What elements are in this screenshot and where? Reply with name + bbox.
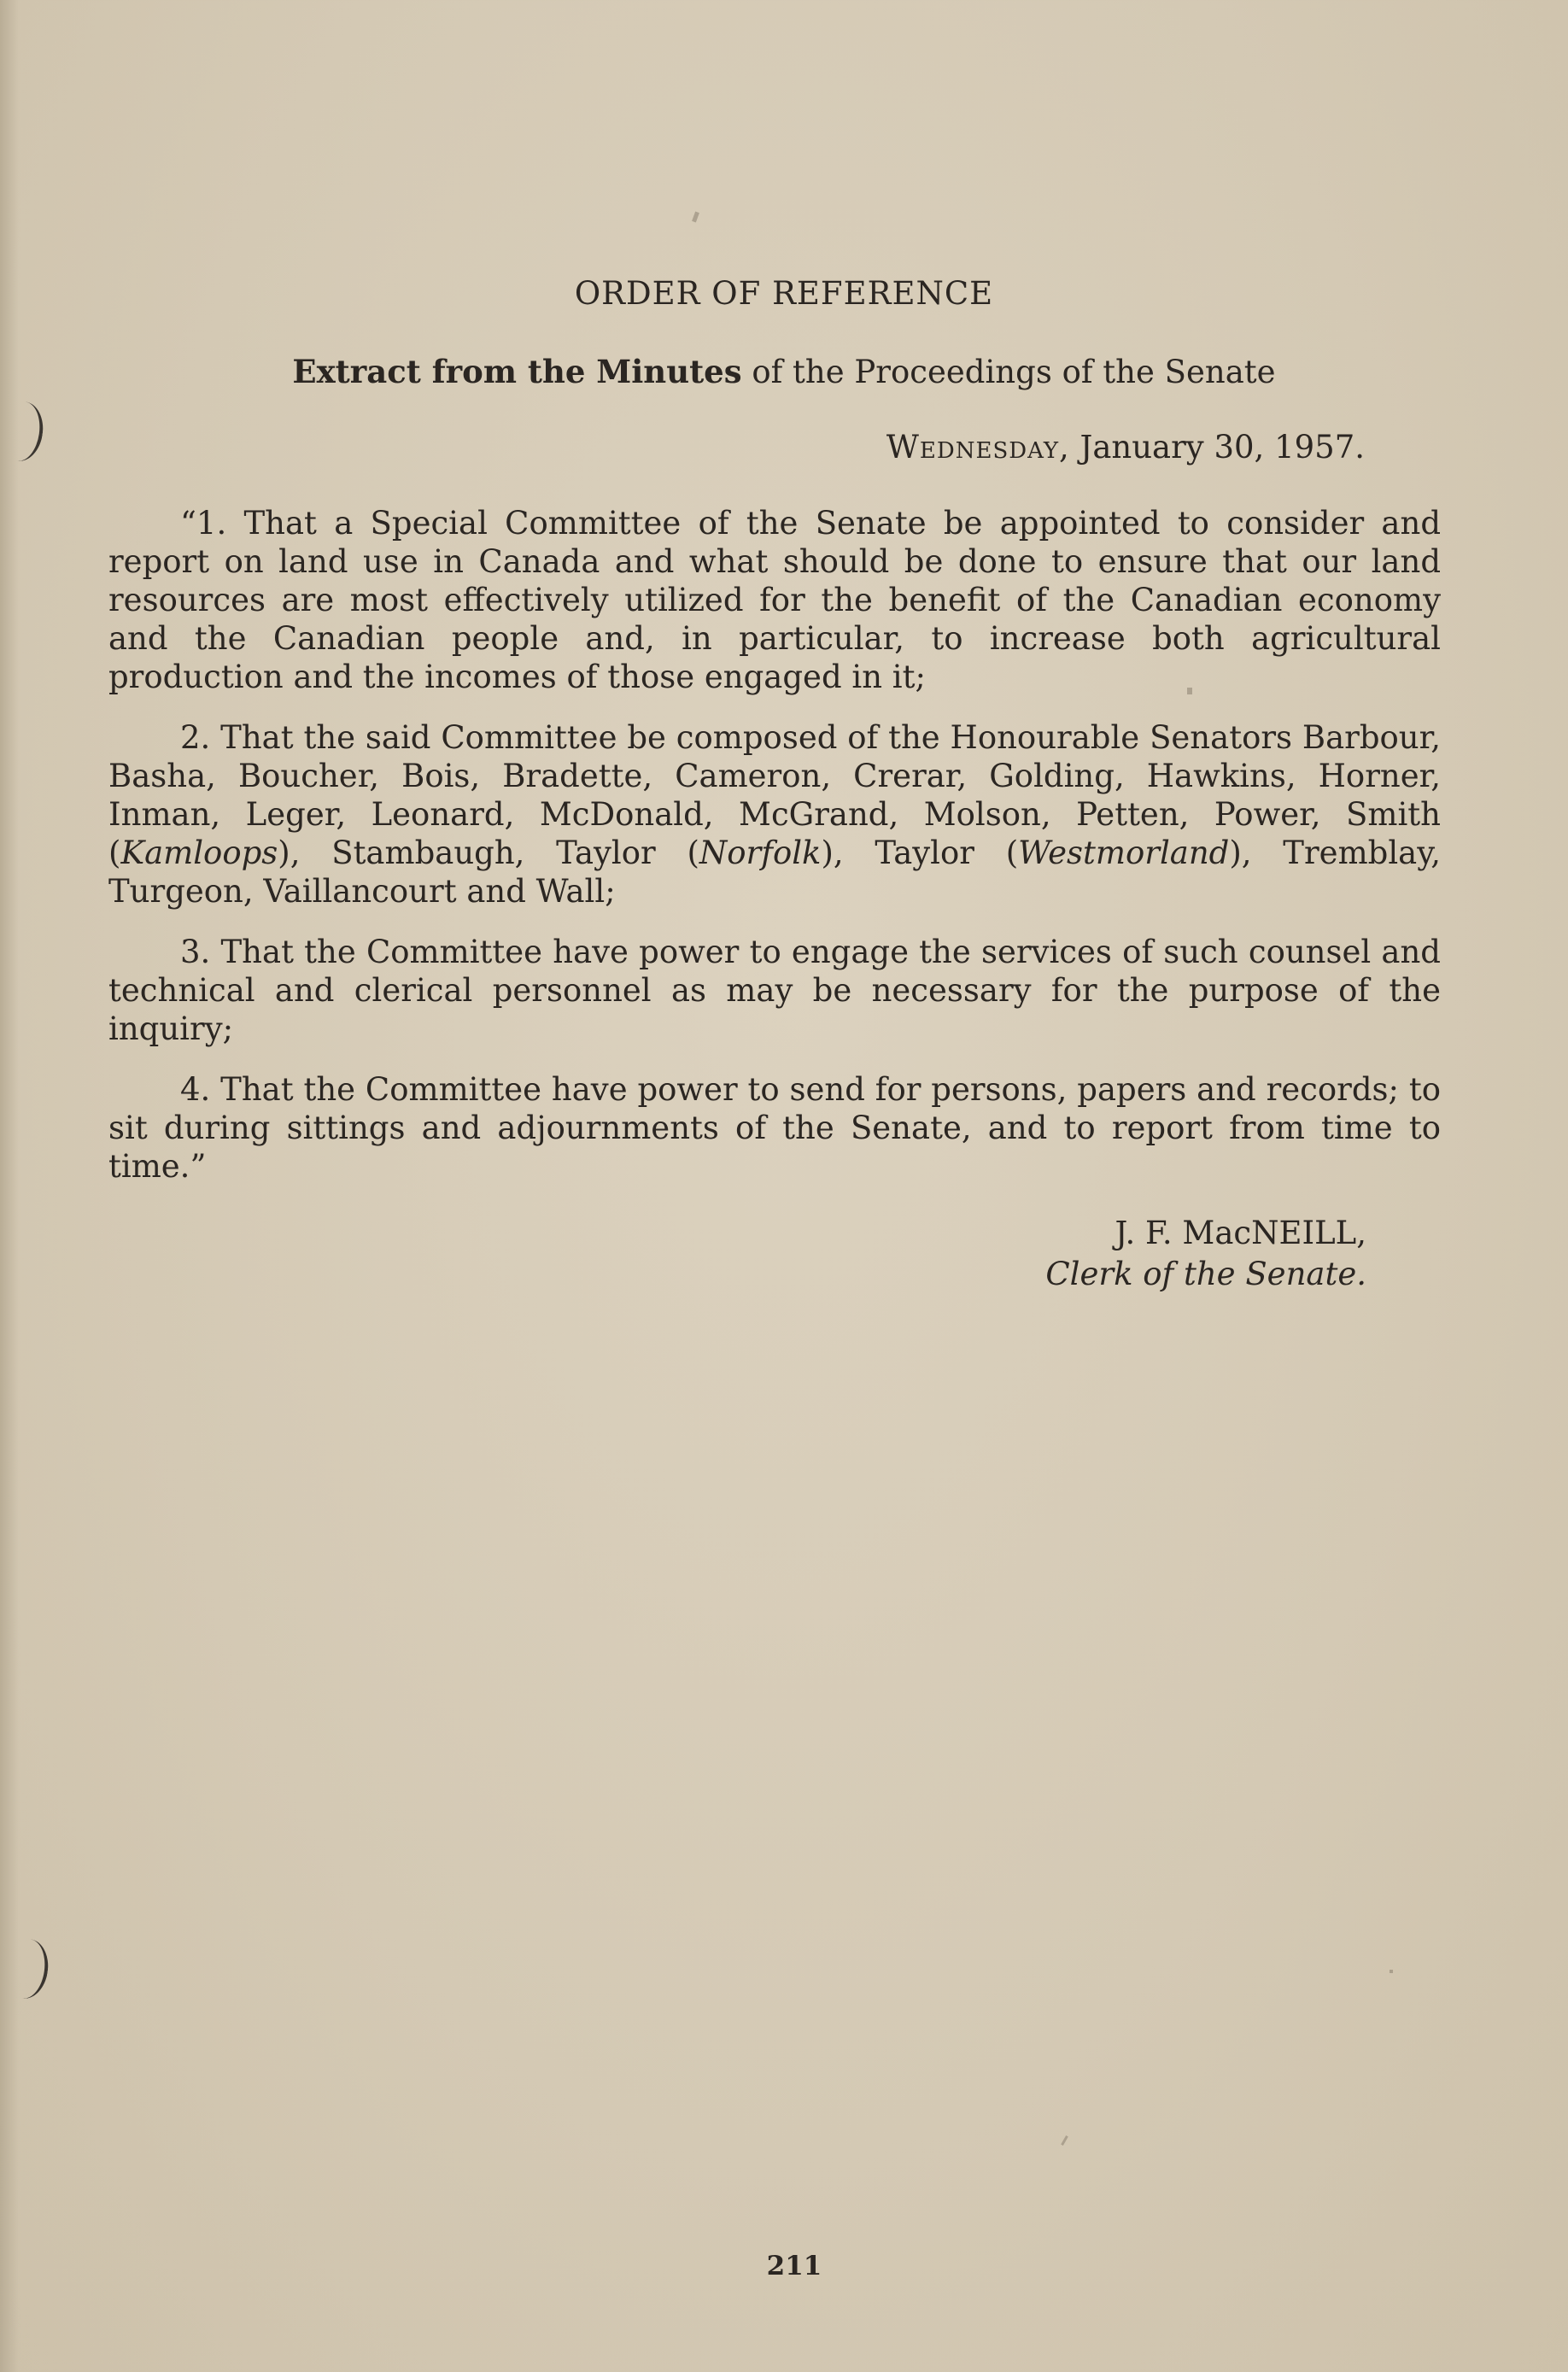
paragraph-2-part4: ), Tremblay, Turgeon, Vaillancourt and Wall;: [108, 835, 1441, 910]
document-subtitle: [0, 353, 1568, 390]
subtitle-bold: Extract from the Minutes: [292, 353, 742, 390]
paragraph-2-part1: 2. That the said Committee be composed of the Honourable Senators Barbour, Basha, Boucher, Bois, Bradette, Cameron, Crerar, Golding, Hawkins, Horner, Inman, Leger, Leonard, McDonald, McGrand, Molson, Petten, Power, Smith (: [108, 719, 1441, 871]
punch-hole-top: [0, 399, 47, 464]
signature-block: [1045, 1213, 1366, 1295]
signature-role: Clerk of the Senate.: [1045, 1256, 1366, 1292]
date-day: Wednesday,: [886, 429, 1070, 466]
paper-speck: [1390, 1970, 1393, 1973]
paragraph-1: “1. That a Special Committee of the Senate be appointed to consider and report on land use in Canada and what should be done to ensure that our land resources are most effectively utilized for the benefit of the Canadian economy and the Canadian people and, in particular, to increase both agricultural production and the incomes of those engaged in it;: [108, 505, 1441, 695]
paragraph-2: [108, 718, 1441, 911]
document-date: [886, 429, 1365, 466]
paragraph-2-part3: ), Taylor (: [821, 835, 1019, 871]
paragraph-2-italic1: Kamloops: [120, 835, 278, 871]
subtitle-rest: of the Proceedings of the Senate: [741, 354, 1276, 390]
paper-speck: [692, 212, 699, 223]
paragraph-4: 4. That the Committee have power to send for persons, papers and records; to sit during sittings and adjournments of the Senate, and to report from time to time.”: [108, 1071, 1441, 1185]
paragraph-2-part2: ), Stambaugh, Taylor (: [278, 835, 699, 871]
paper-speck: [1061, 2135, 1068, 2146]
document-title: ORDER OF REFERENCE: [574, 275, 994, 312]
signature-name: J. F. MacNEILL,: [1115, 1215, 1366, 1251]
date-rest: January 30, 1957.: [1069, 429, 1365, 466]
paragraph-2-italic3: Westmorland: [1018, 835, 1230, 871]
punch-hole-bottom: [1, 1936, 51, 2001]
body-text: [108, 504, 1441, 1208]
page-number: 211: [766, 2251, 822, 2281]
paragraph-3: 3. That the Committee have power to engage the services of such counsel and technical and clerical personnel as may be necessary for the purpose of the inquiry;: [108, 934, 1441, 1047]
paragraph-2-italic2: Norfolk: [699, 835, 822, 871]
